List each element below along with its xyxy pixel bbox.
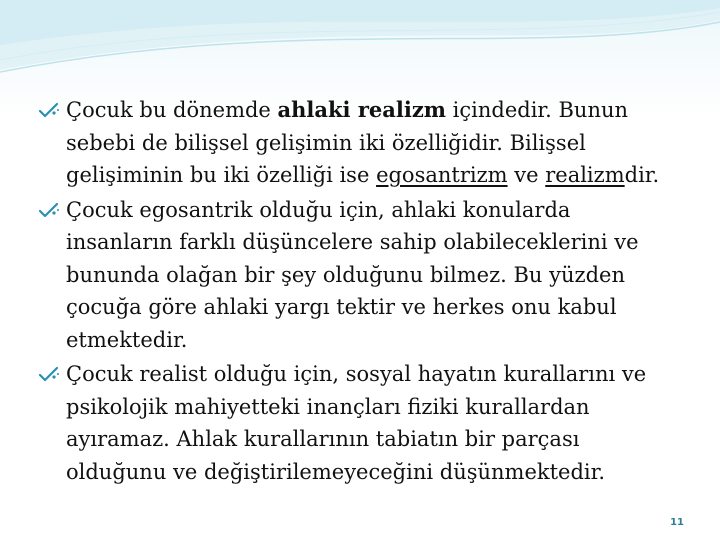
bullet-1-text-b: içindedir. Bunun sebebi de bilişsel gelişimin iki özelliğidir. Bilişsel gelişiminin bu iki özelliği ise (66, 98, 629, 187)
bullet-1-text-d: dir. (624, 163, 660, 187)
term-ahlaki-realizm: ahlaki realizm (277, 97, 446, 122)
bullet-3-text: Çocuk realist olduğu için, sosyal hayatın kurallarını ve psikolojik mahiyetteki inançları fiziki kurallardan ayıramaz. Ahlak kurallarının tabiatın bir parçası olduğunu ve değiştirilemeyeceğini düşünmektedir. (66, 362, 647, 484)
page-number: 11 (670, 517, 684, 528)
term-realizm: realizm (545, 163, 625, 187)
header-wave-decoration (0, 0, 720, 80)
term-egosantrizm: egosantrizm (376, 163, 508, 187)
checkmark-sparkle-icon (38, 366, 60, 382)
bullet-item-1 (38, 94, 678, 192)
checkmark-sparkle-icon (38, 202, 60, 218)
bullet-item-2 (38, 194, 678, 357)
bullet-1-text-a: Çocuk bu dönemde (66, 98, 278, 122)
bullet-item-3 (38, 358, 678, 488)
slide-body (38, 94, 678, 490)
bullet-2-text: Çocuk egosantrik olduğu için, ahlaki konularda insanların farklı düşüncelere sahip olabileceklerini ve bununda olağan bir şey olduğunu bilmez. Bu yüzden çocuğa göre ahlaki yargı tektir ve herkes onu kabul etmektedir. (66, 197, 639, 352)
bullet-1-text-c: ve (507, 163, 546, 187)
checkmark-sparkle-icon (38, 102, 60, 118)
